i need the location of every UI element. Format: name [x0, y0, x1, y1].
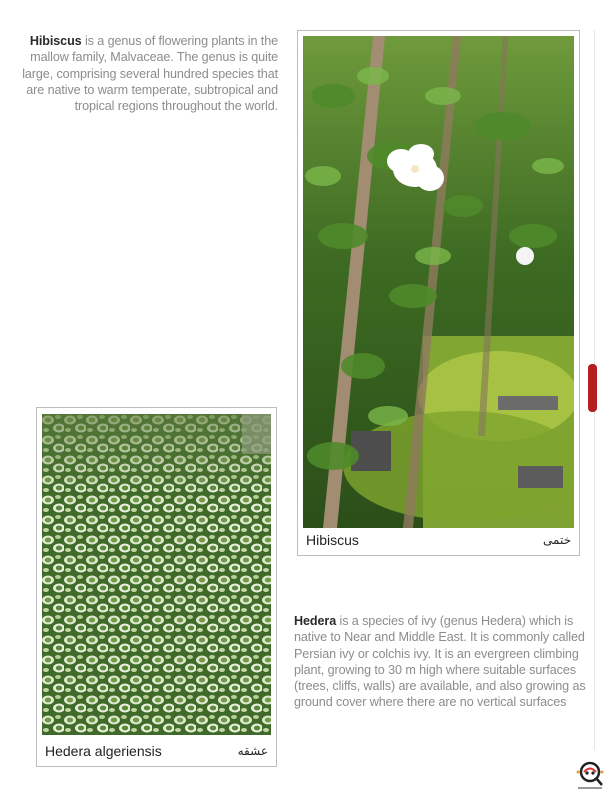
hibiscus-photo-card [297, 30, 580, 556]
hibiscus-caption-fa: ختمی [543, 533, 571, 547]
hibiscus-body: is a genus of flowering plants in the mallow family, Malvaceae. The genus is quite large, comprising several hundred species that are native to warm temperate, subtropical and tropical regions throughout the world. [22, 34, 278, 114]
hibiscus-caption-en: Hibiscus [306, 532, 359, 548]
hedera-caption [45, 741, 268, 761]
hedera-photo-card [36, 407, 277, 767]
hibiscus-photo [303, 36, 574, 528]
scroll-thumb[interactable] [588, 364, 597, 412]
hedera-caption-en: Hedera algeriensis [45, 743, 162, 759]
hedera-photo [42, 414, 271, 735]
hedera-title: Hedera [294, 614, 337, 628]
hibiscus-caption [306, 530, 571, 550]
hibiscus-title: Hibiscus [29, 34, 82, 48]
hedera-description [294, 613, 594, 711]
hedera-caption-fa: عشقه [237, 744, 268, 758]
brand-logo-icon [572, 758, 608, 792]
hibiscus-description [22, 33, 278, 114]
hedera-body: is a species of ivy (genus Hedera) which is native to Near and Middle East. It is commonly called Persian ivy or colchis ivy. It is an evergreen climbing plant, growing to 30 m high where suitable surfaces (trees, cliffs, walls) are available, and also growing as ground cover where there are no vertical surfaces [294, 614, 586, 710]
